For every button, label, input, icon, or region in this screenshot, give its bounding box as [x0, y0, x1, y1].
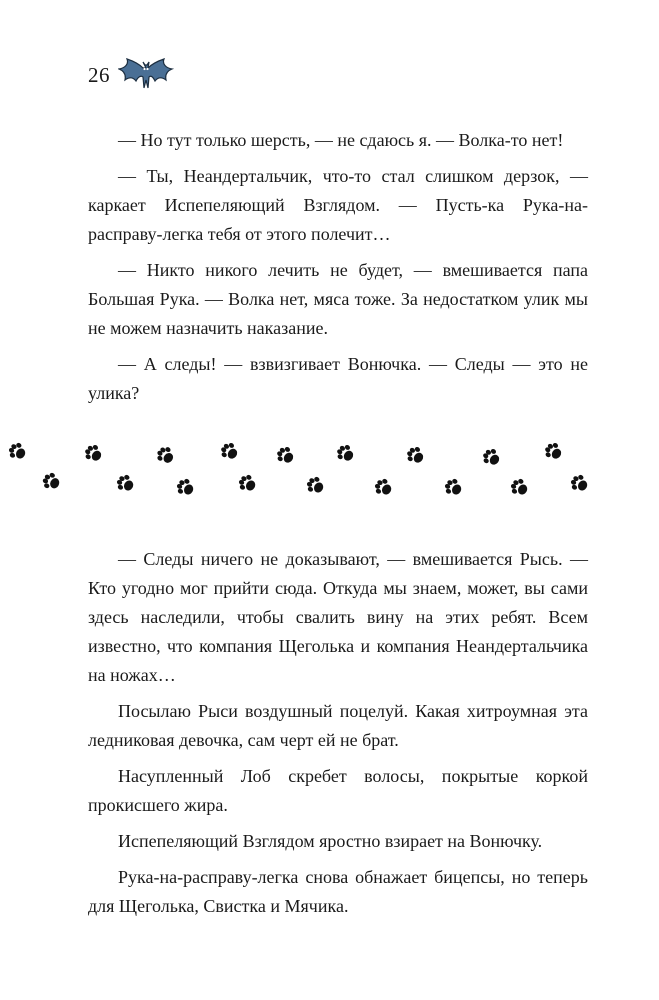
text-block-top: [88, 126, 588, 415]
paragraph: Испепеляющий Взглядом яростно взирает на Вонючку.: [118, 831, 543, 851]
paw-print-icon: [442, 476, 464, 498]
paw-print-icon: [334, 442, 357, 465]
bat-icon: [118, 56, 174, 94]
paragraph: Рука-на-расправу-легка снова обнажает бицепсы, но теперь для Щеголька, Свистка и Мячика.: [88, 867, 588, 916]
paw-prints-icon: [0, 432, 659, 512]
paw-print-icon: [6, 440, 28, 462]
paragraph: — Ты, Неандертальчик, что-то стал слишком дерзок, — каркает Испепеляющий Взглядом. — Пусть-ка Рука-на-расправу-легка тебя от этого полечит…: [88, 166, 588, 244]
paw-print-icon: [218, 440, 241, 463]
page-header: [88, 56, 174, 94]
paw-print-icon: [40, 470, 62, 492]
paw-print-icon: [372, 476, 394, 498]
paw-print-icon: [542, 440, 565, 463]
text-block-bottom: [88, 545, 588, 928]
page-number: 26: [88, 62, 110, 87]
paw-print-icon: [568, 472, 590, 494]
paw-print-icon: [174, 476, 196, 498]
paragraph: — А следы! — взвизгивает Вонючка. — Следы — это не улика?: [88, 354, 588, 403]
paragraph: Насупленный Лоб скребет волосы, покрытые коркой прокисшего жира.: [88, 766, 588, 815]
paw-print-icon: [508, 476, 530, 498]
paragraph: Посылаю Рыси воздушный поцелуй. Какая хитроумная эта ледниковая девочка, сам черт ей не брат.: [88, 701, 588, 750]
paw-print-icon: [480, 446, 503, 469]
paw-print-icon: [114, 472, 136, 494]
paw-print-icon: [236, 472, 258, 494]
paragraph: — Но тут только шерсть, — не сдаюсь я. — Волка-то нет!: [118, 130, 564, 150]
paw-print-icon: [404, 444, 427, 467]
paragraph: — Никто никого лечить не будет, — вмешивается папа Большая Рука. — Волка нет, мяса тоже. За недостатком улик мы не можем назначить наказание.: [88, 260, 588, 338]
paw-print-icon: [274, 444, 297, 467]
paw-print-icon: [82, 442, 105, 465]
paw-print-icon: [154, 444, 177, 467]
bat-body: [119, 59, 172, 88]
paw-print-icon: [304, 474, 326, 496]
paragraph: — Следы ничего не доказывают, — вмешивается Рысь. — Кто угодно мог прийти сюда. Откуда мы знаем, может, вы сами здесь наследили, чтобы свалить вину на этих ребят. Всем известно, что компания Щеголька и компания Неандертальчика на ножах…: [88, 549, 588, 685]
